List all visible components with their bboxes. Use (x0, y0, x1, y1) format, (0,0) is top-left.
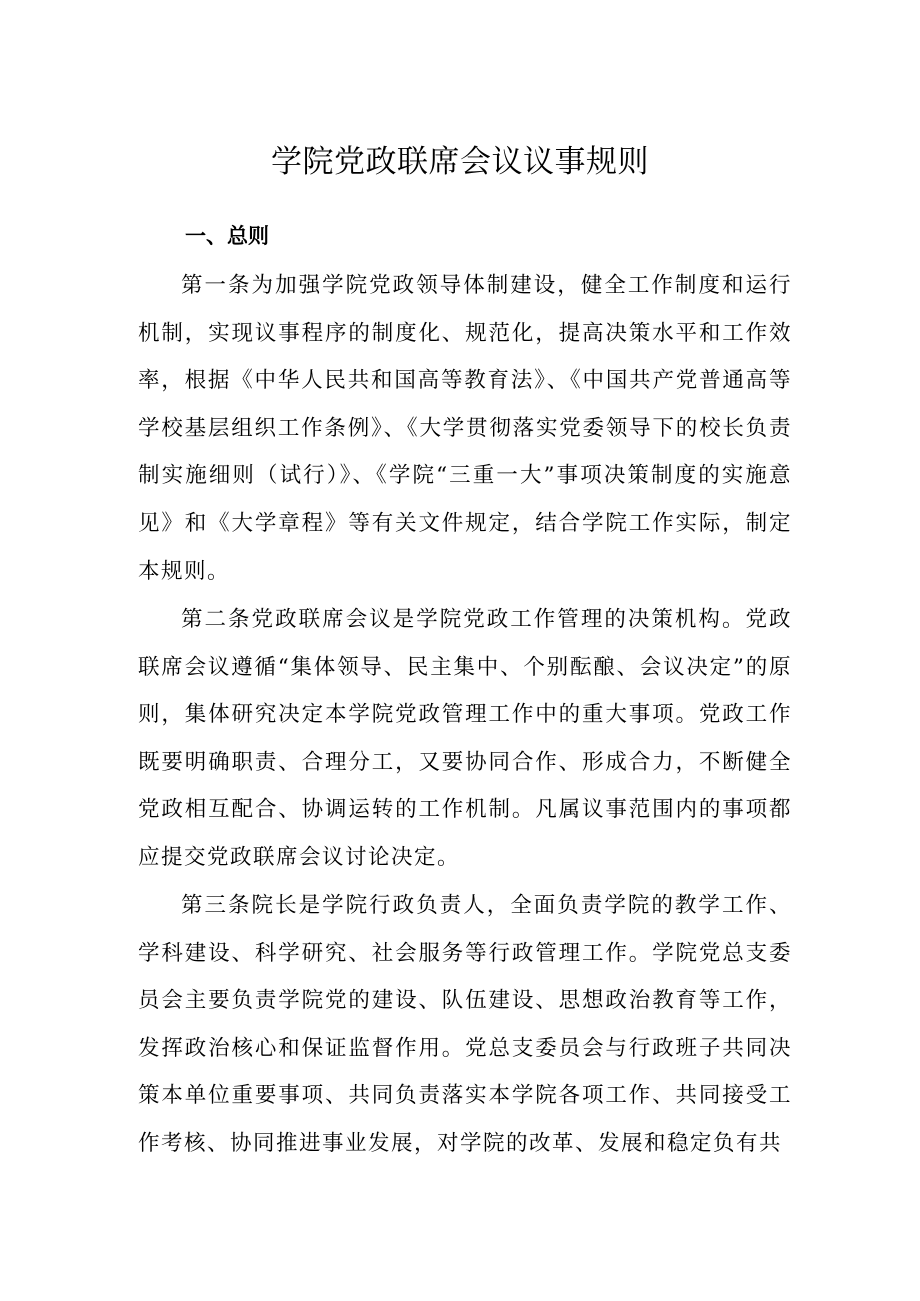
article-3-paragraph: 第三条院长是学院行政负责人，全面负责学院的教学工作、学科建设、科学研究、社会服务等行政管理工作。学院党总支委员会主要负责学院党的建设、队伍建设、思想政治教育等工作，发挥政治核心和保证监督作用。党总支委员会与行政班子共同决策本单位重要事项、共同负责落实本学院各项工作、共同接受工作考核、协同推进事业发展，对学院的改革、发展和稳定负有共 (138, 893, 792, 1156)
document-title: 学院党政联席会议议事规则 (271, 144, 649, 180)
section-heading: 一、总则 (185, 224, 269, 248)
article-2-paragraph: 第二条党政联席会议是学院党政工作管理的决策机构。党政联席会议遵循“集体领导、民主集中、个别酝酿、会议决定”的原则，集体研究决定本学院党政管理工作中的重大事项。党政工作既要明确职责、合理分工，又要协同合作、形成合力，不断健全党政相互配合、协调运转的工作机制。凡属议事范围内的事项都应提交党政联席会议讨论决定。 (138, 607, 792, 870)
article-1-paragraph: 第一条为加强学院党政领导体制建设，健全工作制度和运行机制，实现议事程序的制度化、规范化，提高决策水平和工作效率，根据《中华人民共和国高等教育法》、《中国共产党普通高等学校基层组织工作条例》、《大学贯彻落实党委领导下的校长负责制实施细则（试行）》、《学院“三重一大”事项决策制度的实施意见》和《大学章程》等有关文件规定，结合学院工作实际，制定本规则。 (138, 273, 792, 584)
